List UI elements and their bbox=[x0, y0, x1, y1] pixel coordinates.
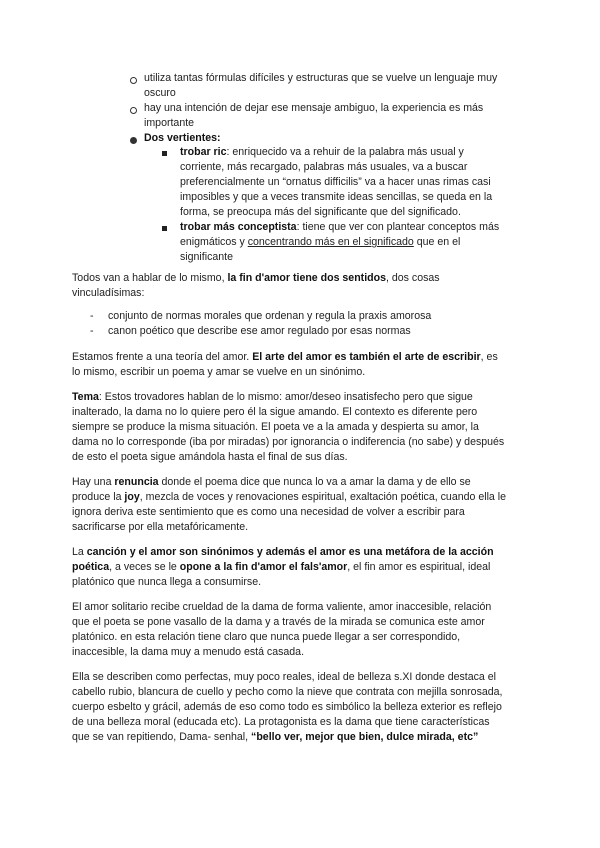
bullet-text-line: oscuro bbox=[144, 87, 176, 99]
square-bullet-icon bbox=[162, 151, 167, 156]
underlined-phrase: concentrando más en el significado bbox=[247, 236, 414, 248]
dash-bullet-icon: - bbox=[90, 325, 94, 337]
paragraph-line: ignora deriva este sentimiento que es como una necesidad de volver a escribir para bbox=[72, 506, 465, 518]
text-span: Hay una bbox=[72, 476, 115, 488]
bold-phrase: El arte del amor es también el arte de escribir bbox=[252, 351, 481, 363]
bold-phrase: renuncia bbox=[114, 476, 159, 488]
text-span: , es bbox=[480, 351, 498, 363]
text-span: Todos van a hablar de lo mismo, bbox=[72, 272, 228, 284]
paragraph-line: platónico que nunca llega a consumirse. bbox=[72, 576, 262, 588]
bold-phrase: Tema bbox=[72, 391, 99, 403]
bold-phrase: poética bbox=[72, 561, 110, 573]
paragraph-line: de esto el poeta sigue amándola hasta el final de sus días. bbox=[72, 451, 348, 463]
paragraph-line: Ella se describen como perfectas, muy poco reales, ideal de belleza s.XI donde destaca el bbox=[72, 671, 496, 683]
text-span: : Estos trovadores hablan de lo mismo: amor/deseo insatisfecho pero que sigue bbox=[98, 391, 473, 403]
text-span: La bbox=[72, 546, 87, 558]
bold-phrase: la fin d'amor tiene dos sentidos bbox=[227, 272, 386, 284]
bullet-text-line: imposibles y que a veces transmite ideas sencillas, se queda en la bbox=[180, 191, 493, 203]
paragraph-line bbox=[72, 475, 471, 491]
text-span: Estamos frente a una teoría del amor. bbox=[72, 351, 253, 363]
bold-phrase: joy bbox=[124, 491, 140, 503]
paragraph-line: platónico. en esta relación tiene claro que nunca puede llegar a ser correspondido, bbox=[72, 631, 461, 643]
hollow-circle-bullet-icon bbox=[130, 107, 137, 114]
paragraph-line bbox=[72, 560, 490, 576]
paragraph-line: vinculadísimas: bbox=[72, 287, 145, 299]
text-span: , dos cosas bbox=[385, 272, 440, 284]
bullet-text-line bbox=[180, 235, 460, 251]
paragraph-line: sacrificarse por ella metafóricamente. bbox=[72, 521, 249, 533]
paragraph-line: El amor solitario recibe crueldad de la dama de forma valiente, amor inaccesible, relación bbox=[72, 601, 492, 613]
paragraph-line bbox=[72, 545, 494, 561]
bold-phrase: canción y el amor son sinónimos y además el amor es una metáfora de la acción bbox=[86, 546, 494, 558]
paragraph-line: inaccesible, la dama muy a menudo está casada. bbox=[72, 646, 305, 658]
square-bullet-icon bbox=[162, 226, 167, 231]
term-definition: : enriquecido va a rehuir de la palabra más usual y bbox=[226, 146, 464, 158]
bullet-text-line: utiliza tantas fórmulas difíciles y estructuras que se vuelve un lenguaje muy bbox=[144, 72, 498, 84]
text-span: produce la bbox=[72, 491, 125, 503]
text-span: que en el bbox=[413, 236, 461, 248]
paragraph-line: lo mismo, escribir un poema y amar se vuelve en un sinónimo. bbox=[72, 366, 366, 378]
dos-vertientes-label: Dos vertientes: bbox=[144, 132, 221, 144]
paragraph-line: de una belleza moral (educada etc). La protagonista es la dama que tiene características bbox=[72, 716, 490, 728]
bullet-text-line: significante bbox=[180, 251, 233, 263]
text-span: , el fin amor es espiritual, ideal bbox=[347, 561, 491, 573]
paragraph-line: que el poeta se pone vasallo de la dama y a través de la mirada se comunica este amor bbox=[72, 616, 485, 628]
paragraph-line bbox=[72, 390, 473, 406]
paragraph-line: inalterado, la dama no lo quiere pero él la sigue amando. El contexto es diferente pero bbox=[72, 406, 478, 418]
bullet-text-line: importante bbox=[144, 117, 195, 129]
paragraph-line: dama no lo corresponde (iba por miradas) por ignorancia o indiferencia (no sabe) y después bbox=[72, 436, 505, 448]
bold-phrase: opone a la fin d'amor el fals'amor bbox=[179, 561, 348, 573]
bullet-text-line: forma, se preocupa más del significante que del significado. bbox=[180, 206, 461, 218]
text-span: donde el poema dice que nunca lo va a amar la dama y de ello se bbox=[158, 476, 471, 488]
bullet-text-line: corriente, más recargado, palabras más usuales, va a buscar bbox=[180, 161, 468, 173]
dash-bullet-icon: - bbox=[90, 310, 94, 322]
paragraph-line: cabello rubio, blancura de cuello y pecho como la nieve que contrata con mejilla sonrosada, bbox=[72, 686, 503, 698]
paragraph-line bbox=[72, 271, 440, 287]
paragraph-line: siempre se produce la misma situación. El poeta ve a la amada y despierta su amor, la bbox=[72, 421, 479, 433]
dash-list-item: canon poético que describe ese amor regulado por esas normas bbox=[108, 325, 411, 337]
paragraph-line bbox=[72, 730, 478, 746]
bold-phrase: “bello ver, mejor que bien, dulce mirada, etc” bbox=[251, 731, 479, 743]
text-span: , mezcla de voces y renovaciones espiritual, exaltación poética, cuando ella le bbox=[139, 491, 507, 503]
bullet-text-line: preferencialmente un “ornatus difficilis” va a hacer unas rimas casi bbox=[180, 176, 491, 188]
paragraph-line: cuerpo esbelto y grácil, además de eso como todo es simbólico la belleza exterior es reflejo bbox=[72, 701, 502, 713]
text-span: , a veces se le bbox=[109, 561, 180, 573]
circle-bullet-icon bbox=[130, 137, 137, 144]
paragraph-line bbox=[72, 350, 498, 366]
bullet-text-line: hay una intención de dejar ese mensaje ambiguo, la experiencia es más bbox=[144, 102, 484, 114]
term-trobar-ric: trobar ric bbox=[180, 146, 227, 158]
term-definition: : tiene que ver con plantear conceptos más bbox=[296, 221, 500, 233]
paragraph-line bbox=[72, 490, 506, 506]
term-trobar-conceptista: trobar más conceptista bbox=[180, 221, 297, 233]
text-span: que se van repitiendo, Dama- senhal, bbox=[72, 731, 252, 743]
bullet-text-line bbox=[180, 145, 464, 161]
hollow-circle-bullet-icon bbox=[130, 77, 137, 84]
dash-list-item: conjunto de normas morales que ordenan y regula la praxis amorosa bbox=[108, 310, 432, 322]
bullet-text-line bbox=[180, 220, 499, 236]
text-span: enigmáticos y bbox=[180, 236, 248, 248]
